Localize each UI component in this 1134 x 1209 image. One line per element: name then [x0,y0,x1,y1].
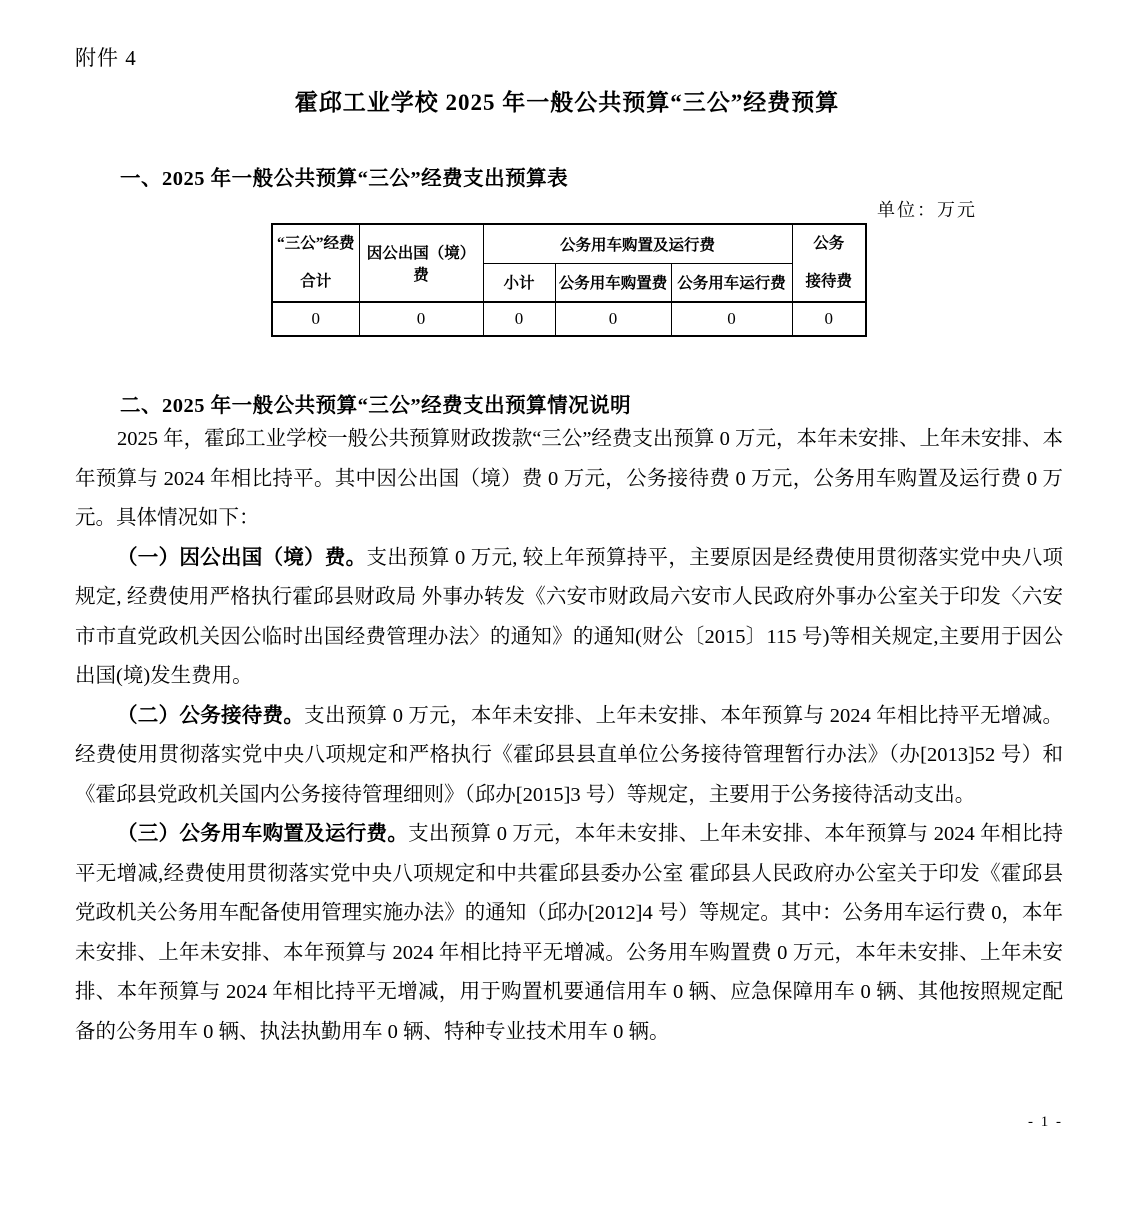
table-header-reception-line2: 接待费 [805,273,853,290]
table-header-total-line2: 合计 [300,273,332,290]
table-header-vehicle-purchase: 公务用车购置费 [555,263,671,302]
section-2-heading: 二、2025 年一般公共预算“三公”经费支出预算情况说明 [120,395,632,417]
paragraph-reception [75,697,1063,816]
table-header-total-line1: “三公”经费 [276,235,355,252]
paragraph-vehicle-lead: （三）公务用车购置及运行费。 [117,823,409,845]
paragraph-vehicle-text: 支出预算 0 万元，本年未安排、上年未安排、本年预算与 2024 年相比持平无增减,经费使用贯彻落实党中央八项规定和中共霍邱县委办公室 霍邱县人民政府办公室关于印发《霍邱县党政机关公务用车配备使用管理实施办法》的通知（邱办[2012]4 号）等规定。其中：公务用车运行费 0，本年未安排、上年未安排、本年预算与 2024 年相比持平无增减。公务用车购置费 0 万元，本年未安排、上年未安排、本年预算与 2024 年相比持平无增减，用于购置机要通信用车 0 辆、应急保障用车 0 辆、其他按照规定配备的公务用车 0 辆、执法执勤用车 0 辆、特种专业技术用车 0 辆。 [75,823,1064,1043]
table-value-vehicle-purchase: 0 [555,302,671,336]
page-number: - 1 - [1028,1114,1063,1130]
document-title: 霍邱工业学校 2025 年一般公共预算“三公”经费预算 [294,90,840,115]
table-header-abroad: 因公出国（境）费 [359,224,483,302]
table-value-vehicle-operation: 0 [671,302,792,336]
table-header-vehicle-operation: 公务用车运行费 [671,263,792,302]
attachment-label: 附件 4 [75,46,137,70]
section-1-heading: 一、2025 年一般公共预算“三公”经费支出预算表 [120,168,569,190]
table-value-abroad: 0 [359,302,483,336]
table-value-vehicle-subtotal: 0 [483,302,555,336]
table-data-row [272,302,866,336]
table-value-total: 0 [272,302,359,336]
table-header-vehicle-group: 公务用车购置及运行费 [483,224,792,263]
paragraph-abroad-lead: （一）因公出国（境）费。 [117,546,367,569]
paragraph-reception-lead: （二）公务接待费。 [117,704,305,727]
table-value-reception: 0 [792,302,866,336]
table-header-reception [792,224,866,302]
body-text [75,420,1063,1052]
table-header-vehicle-subtotal: 小计 [483,263,555,302]
paragraph-abroad-text: 支出预算 0 万元, 较上年预算持平，主要原因是经费使用贯彻落实党中央八项规定, 经费使用严格执行霍邱县财政局 外事办转发《六安市财政局六安市人民政府外事办公室关于印发〈六安市市直党政机关因公临时出国经费管理办法〉的通知》的通知(财公〔2015〕115 号)等相关规定,主要用于因公出国(境)发生费用。 [75,546,1063,687]
budget-table [271,223,867,337]
paragraph-abroad [75,539,1063,697]
paragraph-overview [75,420,1063,539]
paragraph-overview-text: 2025 年，霍邱工业学校一般公共预算财政拨款“三公”经费支出预算 0 万元，本年未安排、上年未安排、本年预算与 2024 年相比持平。其中因公出国（境）费 0 万元，公务接待费 0 万元，公务用车购置及运行费 0 万元。具体情况如下： [75,428,1063,529]
table-header-reception-line1: 公务 [813,235,845,252]
paragraph-reception-text: 支出预算 0 万元，本年未安排、上年未安排、本年预算与 2024 年相比持平无增减。经费使用贯彻落实党中央八项规定和严格执行《霍邱县县直单位公务接待管理暂行办法》（办[2013]52 号）和《霍邱县党政机关国内公务接待管理细则》（邱办[2015]3 号）等规定，主要用于公务接待活动支出。 [75,704,1064,806]
paragraph-vehicle [75,815,1063,1052]
table-header-total [272,224,359,302]
unit-note: 单位：万元 [877,200,977,220]
